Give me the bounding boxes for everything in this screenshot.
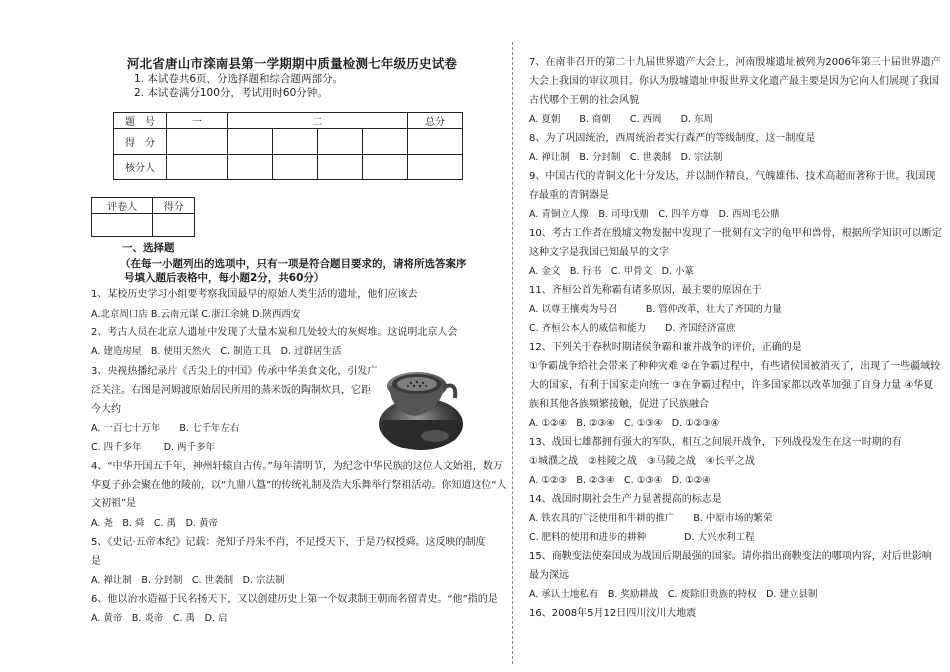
q11-stem: 11、齐桓公首先称霸有诸多原因，最主要的原因在于 [529, 285, 762, 296]
checker-cell[interactable] [363, 154, 408, 180]
checker-cell[interactable] [273, 154, 318, 180]
score-row-label: 得 分 [114, 129, 167, 155]
q6-stem: 6、他以治水造福于民名扬天下，又以创建历史上第一个奴隶制王朝而名留青史。“他”指的是 [91, 594, 498, 605]
section-heading: 一、选择题 [122, 242, 175, 254]
score-cell[interactable] [167, 129, 228, 155]
q7-stem-3: 古代哪个王朝的社会风貌 [529, 95, 639, 106]
column-divider [512, 42, 513, 664]
score-header-part1: 一 [167, 113, 228, 129]
q4-stem-1: 4、“中华开国五千年，神州轩辕自古传。”每年清明节，为纪念中华民族的这位人文始祖，数万 [91, 461, 503, 472]
q12-stem: 12、下列关于春秋时期诸侯争霸和兼并战争的评价，正确的是 [529, 342, 802, 353]
score-header-part2: 二 [228, 113, 408, 129]
q10-stem-2: 这种文字是我国已知最早的文字 [529, 247, 669, 258]
q13-stem: 13、战国七雄都拥有强大的军队，相互之间展开战争，下列战役发生在这一时期的有 [529, 437, 902, 448]
q3-stem-1: 3、央视热播纪录片《舌尖上的中国》传承中华美食文化，引发广 [91, 366, 378, 377]
q7-stem-1: 7、在南非召开的第二十九届世界遗产大会上，河南殷墟遗址被列为2006年第三十届世界遗产 [529, 57, 941, 68]
q8-options: A. 禅让制 B. 分封制 C. 世袭制 D. 宗法制 [529, 152, 723, 163]
q2-stem: 2、考古人员在北京人遗址中发现了大量木炭和几处较大的灰烬堆。这说明北京人会 [91, 327, 458, 338]
q16-stem: 16、2008年5月12日四川汶川大地震 [529, 608, 697, 619]
score-cell[interactable] [318, 129, 363, 155]
note-2: 2. 本试卷满分100分，考试用时60分钟。 [134, 87, 328, 99]
q15-stem-2: 最为深远 [529, 570, 569, 581]
score-cell[interactable] [273, 129, 318, 155]
note-1: 1. 本试卷共6页，分选择题和综合题两部分。 [134, 73, 344, 85]
section-instruction-1: （在每一小题列出的选项中，只有一项是符合题目要求的，请将所选答案序 [120, 258, 467, 270]
q7-options: A. 夏朝 B. 商朝 C. 西周 D. 东周 [529, 114, 713, 125]
checker-cell[interactable] [228, 154, 273, 180]
q6-options: A. 黄帝 B. 炎帝 C. 禹 D. 启 [91, 613, 228, 624]
q2-options: A. 建造房屋 B. 使用天然火 C. 制造工具 D. 过群居生活 [91, 346, 342, 357]
pottery-steamer-image [373, 354, 465, 454]
checker-cell[interactable] [167, 154, 228, 180]
q11-options-1: A. 以尊王攘夷为号召 B. 管仲改革，壮大了齐国的力量 [529, 304, 782, 315]
q15-stem-1: 15、商鞅变法使秦国成为战国后期最强的国家。请你指出商鞅变法的哪项内容，对后世影响 [529, 551, 932, 562]
q14-options-1: A. 铁农具的广泛使用和牛耕的推广 B. 中原市场的繁荣 [529, 513, 773, 524]
q14-stem: 14、战国时期社会生产力显著提高的标志是 [529, 494, 722, 505]
q11-options-2: C. 齐桓公本人的威信和能力 D. 齐国经济富庶 [529, 323, 736, 334]
q5-stem-1: 5、《史记·五帝本纪》记载：尧知子丹朱不肖，不足授天下，于是乃权授舜。这反映的制度 [91, 537, 486, 548]
q12-statement-1: ①争霸战争给社会带来了种种灾难 ②在争霸过程中，有些诸侯国被消灭了，出现了一些疆域较 [529, 361, 941, 372]
q12-statement-2: 大的国家，有利于国家走向统一 ③在争霸过程中，许多国家都以改革加强了自身力量 ④华夏 [529, 380, 934, 391]
score-cell[interactable] [228, 129, 273, 155]
q3-options-2: C. 四千多年 D. 两千多年 [91, 442, 216, 453]
q3-stem-2: 泛关注。右图是河姆渡原始居民所用的蒸米饭的陶制炊具，它距 [91, 385, 371, 396]
q13-options: A. ①②③ B. ②③④ C. ①③④ D. ①②④ [529, 475, 711, 486]
q15-options: A. 承认土地私有 B. 奖励耕战 C. 废除旧贵族的特权 D. 建立县制 [529, 589, 818, 600]
checker-cell[interactable] [408, 154, 463, 180]
grader-table [91, 197, 195, 237]
score-cell[interactable] [408, 129, 463, 155]
grader-score-header: 得分 [153, 198, 195, 214]
q12-options: A. ①②④ B. ②③④ C. ①③④ D. ①②③④ [529, 418, 720, 429]
grader-score-cell[interactable] [153, 214, 195, 237]
checker-row-label: 核分人 [114, 154, 167, 180]
section-instruction-2: 号填入题后表格中，每小题2分，共60分） [124, 272, 325, 284]
q9-stem-2: 存最重的青铜器是 [529, 190, 609, 201]
q1-stem: 1、某校历史学习小组要考察我国最早的原始人类生活的遗址，他们应该去 [91, 289, 418, 300]
q12-statement-3: 族和其他各族频繁接触，促进了民族融合 [529, 399, 709, 410]
q5-options: A. 禅让制 B. 分封制 C. 世袭制 D. 宗法制 [91, 575, 285, 586]
q10-stem-1: 10、考古工作者在殷墟文物发掘中发现了一批刻有文字的龟甲和兽骨，根据所学知识可以断定 [529, 228, 942, 239]
q7-stem-2: 大会上我国的审议项目。你认为殷墟遗址申报世界文化遗产最主要是因为它向人们展现了我国 [529, 76, 939, 87]
grader-header: 评卷人 [92, 198, 153, 214]
q4-stem-3: 文初祖”是 [91, 498, 137, 509]
score-header-label: 题 号 [114, 113, 167, 129]
q14-options-2: C. 肥料的使用和进步的耕种 D. 大兴水利工程 [529, 532, 755, 543]
score-header-total: 总分 [408, 113, 463, 129]
q9-stem-1: 9、中国古代的青铜文化十分发达，并以制作精良，气魄雄伟、技术高超而著称于世。我国现 [529, 171, 936, 182]
q3-stem-3: 今大约 [91, 404, 121, 415]
exam-title: 河北省唐山市滦南县第一学期期中质量检测七年级历史试卷 [126, 56, 458, 71]
q4-stem-2: 华夏子孙会聚在他的陵前，以“九鼎八簋”的传统礼制及浩大乐舞举行祭祖活动。你知道这位“人 [91, 480, 507, 491]
q1-options: A.北京周口店 B.云南元谋 C.浙江余姚 D.陕西西安 [91, 309, 301, 320]
q9-options: A. 青铜立人像 B. 司母戊鼎 C. 四羊方尊 D. 西周毛公鼎 [529, 209, 780, 220]
score-cell[interactable] [363, 129, 408, 155]
q3-options-1: A. 一百七十万年 B. 七千年左右 [91, 423, 240, 434]
grader-cell[interactable] [92, 214, 153, 237]
checker-cell[interactable] [318, 154, 363, 180]
score-table [113, 112, 463, 180]
q8-stem: 8、为了巩固统治，西周统治者实行森严的等级制度，这一制度是 [529, 133, 816, 144]
q5-stem-2: 是 [91, 556, 101, 567]
q13-statements: ①城濮之战 ②桂陵之战 ③马陵之战 ④长平之战 [529, 456, 755, 467]
q10-options: A. 金文 B. 行书 C. 甲骨文 D. 小篆 [529, 266, 694, 277]
q4-options: A. 尧 B. 舜 C. 禹 D. 黄帝 [91, 518, 218, 529]
